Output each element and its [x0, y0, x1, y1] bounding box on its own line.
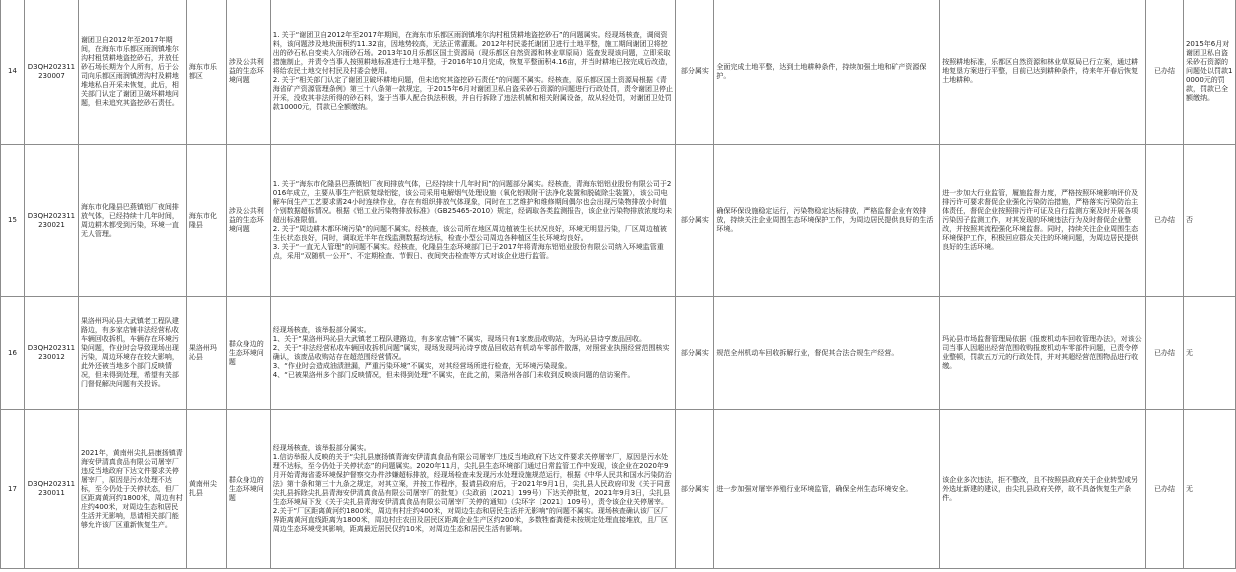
accountability: 无: [1183, 297, 1235, 410]
administrative-area: 果洛州玛沁县: [186, 297, 226, 410]
completion-status: 已办结: [1146, 145, 1184, 297]
complaint-content: 谢团卫自2012年至2017年期间，在海东市乐都区雨润镇堆尔沟村租赁耕地盗挖砂石，并放任砂石场长期为个人所有，后于公司向乐都区雨润镇涝沟村及耕地堆地私自开采未恢复，此后，相关部门认定了谢团卫破坏耕地问题，但未追究其盗挖砂石责任。: [78, 0, 186, 145]
accountability: 无: [1183, 410, 1235, 569]
handling-measures: 进一步加强对屠宰养殖行业环境监管，确保全州生态环境安全。: [714, 410, 940, 569]
table-row: [1, 145, 1236, 297]
accountability: 2015年6月对谢团卫私自盗采砂石资源的问题处以罚款10000元的罚款，罚款已全额缴纳。: [1183, 0, 1235, 145]
table-row: [1, 410, 1236, 569]
case-code: D3QH202311230007: [24, 0, 78, 145]
row-number: 17: [1, 410, 25, 569]
complaint-content: 2021年，黄南州尖扎县康扬镇青海安伊清真食品有限公司屠宰厂违反当地政府下达文件要求关停屠宰厂，原因是污水处理不达标，至今仍处于关停状态，但厂区距离黄河约1800米，周边有村庄约400米，对周边生态和居民生活并无影响，恳请相关部门能够允许该厂区重新恢复生产。: [78, 410, 186, 569]
investigation-findings: 经现场核查，该举报部分属实。 1.信访举报人反映的关于“尖扎县康扬镇青海安伊清真食品有限公司屠宰厂违反当地政府下达文件要求关停屠宰厂，原因是污水处理不达标，至今仍处于关停状态”的问题属实。2020年11月，尖扎县生态环境部门通过日常监管工作中发现，该企业在2020年9月开始青海省委环境保护督察交办件涉嫌超标排放，经现场检查未发现污水处理设施规范运行，根据《中华人民共和国水污染防治法》第十条和第三十九条之规定，对其立案，并按工作程序，报请县政府后，于2021年9月1日，尖扎县人民政府印发《关于同意尖扎县拆除尖扎县青海安伊清真食品有限公司屠宰厂的批复》（尖政函〔2021〕199号）下达关停批复，2021年9月3日，尖扎县生态环境局下发《关于尖扎县青海安伊清真食品有限公司屠宰厂关停的通知》（尖环字〔2021〕109号），责令该企业关停屠宰。 2.关于“厂区距离黄河约1800米，周边有村庄约400米，对周边生态和居民生活并无影响”的问题不属实。现场核查确认该厂区厂界距离黄河直线距离为1800米，周边村庄农田及居民区距离企业生产区约200米，多数牲畜粪便未按规定处理直接堆放，且厂区周边生态环境受其影响，距离最近居民仅约10米，对周边生态和居民生活有影响。: [270, 410, 676, 569]
investigation-findings: 1. 关于“海东市化隆县巴燕镇铝厂夜间排放气体，已经持续十几年时间”的问题部分属实。经核查，青海东铝铝业股份有限公司于2016年成立，主要从事生产铝质复绿铝锭，该公司采用电解烟气处理设施（氧化铝吸附干法净化装置和脱硫除尘装置），该公司电解车间生产工艺要求需24小时连续作业，存在有组织排放气体现象，同时在工艺维护和维修期间偶尔也会出现污染物排放小时值个别数据超标情况。根据《铝工业污染物排放标准》（GB25465-2010）规定，经调取各类监测报告，该企业污染物排放浓度均未超出标准限值。 2. 关于“周边耕木都环境污染”的问题不属实。经核查，该公司所在地区周边植被生长状况良好，环境无明显污染，厂区周边植被生长状态良好，同时，调取近半年在线监测数据均达标，检查小型公司周边各种植区生长环境均良好。 3. 关于“一直无人管理”的问题不属实。经核查，化隆县生态环境部门已于2017年将青海东铝铝业股份有限公司纳入环境监管重点，采用“双随机一公开”、不定期检查、节假日、夜间突击检查等方式对该企业进行监管。: [270, 145, 676, 297]
accountability: 否: [1183, 145, 1235, 297]
completion-status: 已办结: [1146, 410, 1184, 569]
pollution-category: 涉及公共利益的生态环境问题: [226, 0, 270, 145]
administrative-area: 海东市乐都区: [186, 0, 226, 145]
completion-status: 已办结: [1146, 297, 1184, 410]
investigation-findings: 1. 关于“谢团卫自2012年至2017年期间，在海东市乐都区雨润镇堆尔沟村租赁耕地盗挖砂石”的问题属实。经现场核查，调阅资料，该问题涉及地块面积约11.32亩，因地势较高，无法正常灌溉。2012年村民委托谢团卫进行土地平整，施工期间谢团卫将挖出的砂石私自变卖入尔雨砂石场。2013年10月乐都区国土资源局（现乐都区自然资源和林业草原局）巡查发现该问题，立即采取措施制止，并责令当事人按照耕地标准进行土地平整，于2016年10月完成，恢复平整面积4.16亩，并当时耕地已按完成后改造，将给农民土地交付村民及村委会使用。 2. 关于“相关部门认定了谢团卫破坏耕地问题，但未追究其盗挖砂石责任”的问题不属实。经核查，原乐都区国土资源局根据《青海省矿产资源管理条例》第三十八条第一款规定，于2015年6月对谢团卫私自盗采砂石资源的问题进行行政处罚，责令谢团卫停止开采，没收其非法所得的砂石料，鉴于当事人配合执法积极，并自行拆除了违法机械和相关附属设备，故从轻处罚，对谢团卫处罚款10000元，罚款已全额缴纳。: [270, 0, 676, 145]
verification-result: 部分属实: [676, 410, 714, 569]
row-number: 15: [1, 145, 25, 297]
verification-result: 部分属实: [676, 297, 714, 410]
table-row: [1, 297, 1236, 410]
pollution-category: 群众身边的生态环境问题: [226, 410, 270, 569]
administrative-area: 海东市化隆县: [186, 145, 226, 297]
row-number: 16: [1, 297, 25, 410]
pollution-category: 涉及公共利益的生态环境问题: [226, 145, 270, 297]
row-number: 14: [1, 0, 25, 145]
verification-result: 部分属实: [676, 0, 714, 145]
complaint-content: 海东市化隆县巴燕镇铝厂夜间排放气体，已经持续十几年时间，周边耕木都受到污染，环境一直无人管理。: [78, 145, 186, 297]
complaint-content: 果洛州玛沁县大武镇老工程队建路边，有多家店铺非法经营私收车辆回收拆机，车辆存在环境污染问题，作业时会导致现场出现污染，周边环境存在较大影响，此外还被当地多个部门反映情况，但未得到处理，希望有关部门督促解决问题有关投诉。: [78, 297, 186, 410]
completion-status: 已办结: [1146, 0, 1184, 145]
investigation-findings: 经现场核查，该举报部分属实。 1、关于“果洛州玛沁县大武镇老工程队建路边，有多家店铺”不属实，现场只有1家废品收购站，为玛沁县诗亨废品回收。 2、关于“非法经营私收车辆回收拆机问题”属实，现场发现玛沁诗亨废品回收站有机动车零部件散落，对照营业执照经营范围核实确认，该废品收购站存在超范围经营情况。 3、“作业时会造成油渍泄漏，严重污染环境”不属实，对其经营场所进行检查，无环境污染现象。 4、“已被果洛州多个部门反映情况，但未得到处理”不属实，在此之前，果洛州各部门未收到反映该问题的信访案件。: [270, 297, 676, 410]
administrative-area: 黄南州尖扎县: [186, 410, 226, 569]
rectification-status: 玛沁县市场监督管理局依据《报废机动车回收管理办法》，对该公司当事人因超出经营范围收购报废机动车零部件问题，已责令停业整顿，罚款五万元的行政处罚，并对其超经营范围物品进行收缴。: [940, 297, 1146, 410]
case-code: D3QH202311230012: [24, 297, 78, 410]
case-code: D3QH202311230021: [24, 145, 78, 297]
handling-measures: 全面完成土地平整，达到土地耕种条件，持续加强土地和矿产资源保护。: [714, 0, 940, 145]
pollution-category: 群众身边的生态环境问题: [226, 297, 270, 410]
case-code: D3QH202311230011: [24, 410, 78, 569]
rectification-status: 按照耕地标准，乐都区自然资源和林业草原局已行立案，通过耕地复垦方案进行平整，目前已达到耕种条件，待来年开春后恢复土地耕种。: [940, 0, 1146, 145]
verification-result: 部分属实: [676, 145, 714, 297]
handling-measures: 确保环保设施稳定运行，污染物稳定达标排放，严格监督企业有效排放，持续关注企业周围生态环境保护工作，为周边居民提供良好的生活环境。: [714, 145, 940, 297]
handling-measures: 规范全州机动车回收拆解行业，督促其合法合规生产经营。: [714, 297, 940, 410]
rectification-status: 进一步加大行业监管，履施监督力度，严格按照环境影响评价及排污许可要求督促企业强化污染防治措施，严格落实污染防治主体责任，督促企业按照排污许可证及自行监测方案及时开展各项污染因子监测工作，对其发现的环境违法行为及时督促企业整改，并按照其流程强化环境监督。同时，持续关注企业周围生态环境保护工作，积极回应群众关注的环境问题，为周边居民提供良好的生活环境。: [940, 145, 1146, 297]
table-row: [1, 0, 1236, 145]
rectification-status: 该企业多次违法，拒不整改，且不按照县政府关于企业转型或另外选址新建的建议，由尖扎县政府关停，故不具备恢复生产条件。: [940, 410, 1146, 569]
